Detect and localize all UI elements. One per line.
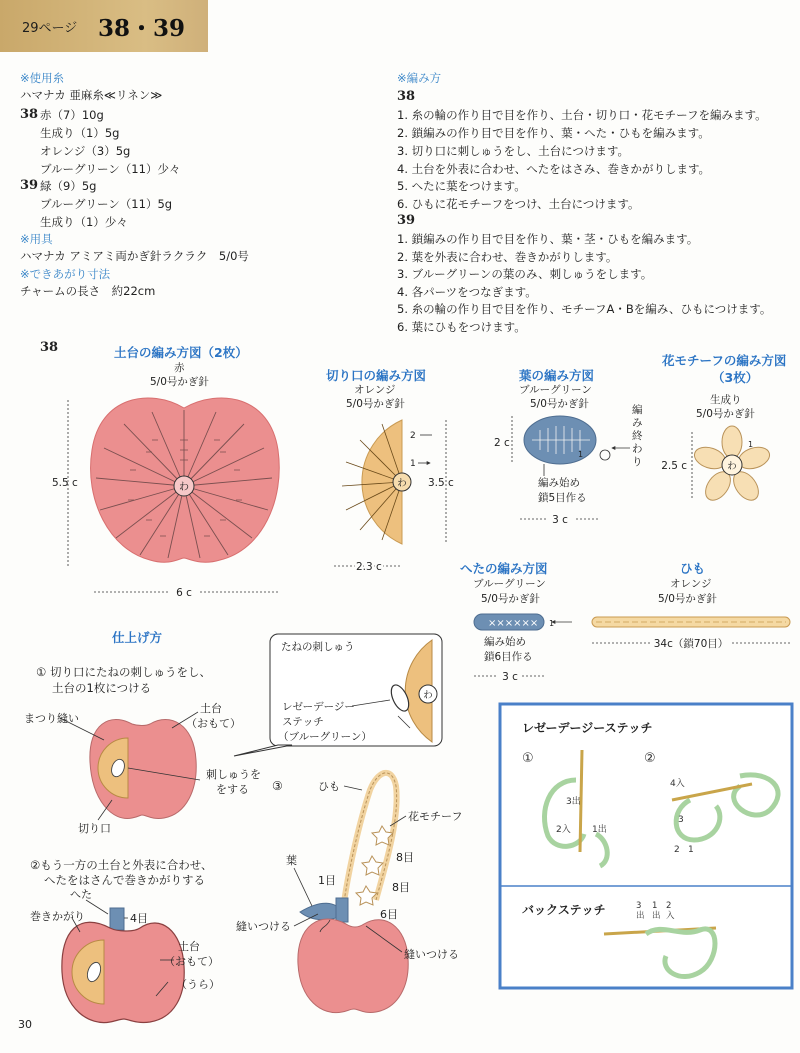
stem-mark: 1 bbox=[549, 619, 555, 628]
flower-diagram bbox=[661, 426, 772, 505]
base-diagram bbox=[52, 398, 279, 599]
leaf-mark: 1 bbox=[578, 450, 584, 459]
materials-38-number: 38 bbox=[20, 107, 39, 122]
back-2-in: 入 bbox=[666, 911, 675, 921]
lazy-step-1: ① bbox=[522, 751, 534, 766]
finishing-step1-line1: ① 切り口にたねの刺しゅうをし、 bbox=[36, 665, 211, 679]
stem-start-1: 編み始め bbox=[484, 636, 526, 648]
lazy-2-in: 2入 bbox=[556, 825, 571, 835]
lazy-r3: 3 bbox=[678, 815, 684, 825]
flower-motif-label: 花モチーフ bbox=[408, 810, 463, 823]
lazy-r1: 1 bbox=[688, 845, 694, 855]
back-label: （うら） bbox=[176, 978, 220, 991]
lazy-4-in: 4入 bbox=[670, 779, 685, 789]
cut-hook: 5/0号かぎ針 bbox=[346, 398, 405, 410]
base-label-2: （おもて） bbox=[186, 717, 241, 730]
lazy-label-1: レゼーデージー bbox=[282, 701, 355, 713]
finishing-step2-line1: ②もう一方の土台と外表に合わせ、 bbox=[30, 858, 213, 872]
cord-diagram bbox=[592, 617, 790, 650]
leaf-hook: 5/0号かぎ針 bbox=[530, 398, 589, 410]
materials-heading: ※使用糸 bbox=[20, 71, 65, 85]
cut-diagram bbox=[334, 420, 454, 573]
stem-width-label: 3 c bbox=[502, 671, 518, 683]
assembled-charm bbox=[236, 773, 462, 1013]
cord-hook: 5/0号かぎ針 bbox=[658, 593, 717, 605]
one-stitch-label: 1目 bbox=[318, 874, 336, 887]
flower-count: （3枚） bbox=[712, 370, 759, 385]
stem-title: へたの編み方図 bbox=[460, 561, 548, 576]
yarn-brand: ハマナカ 亜麻糸≪リネン≫ bbox=[20, 88, 163, 102]
step38-1: 1. 糸の輪の作り目で目を作り、土台・切り口・花モチーフを編みます。 bbox=[397, 108, 767, 122]
lazy-daisy-title: レゼーデージーステッチ bbox=[522, 721, 653, 735]
eight-label-2: 8目 bbox=[392, 881, 410, 894]
sew-label-2: 縫いつける bbox=[404, 948, 459, 961]
lazy-3-out: 3出 bbox=[566, 797, 581, 807]
cut-title: 切り口の編み方図 bbox=[326, 368, 427, 383]
blind-stitch-label: まつり縫い bbox=[24, 712, 79, 725]
page-number: 30 bbox=[18, 1018, 32, 1031]
method-39-number: 39 bbox=[397, 213, 416, 228]
m39-line-3: 生成り（1）少々 bbox=[40, 215, 128, 229]
m39-line-2: ブルーグリーン（11）5g bbox=[40, 197, 173, 211]
m39-line-1: 緑（9）5g bbox=[40, 179, 97, 193]
materials-39-number: 39 bbox=[20, 178, 39, 193]
base2-label-2: （おもて） bbox=[164, 955, 219, 968]
base-width-label: 6 c bbox=[176, 587, 192, 599]
heta-label: へた bbox=[70, 888, 92, 901]
cut-row-2: 2 bbox=[410, 431, 416, 441]
tools-heading: ※用具 bbox=[20, 232, 53, 246]
step38-2: 2. 鎖編みの作り目で目を作り、葉・へた・ひもを編みます。 bbox=[397, 126, 710, 140]
cut-height-label: 3.5 c bbox=[428, 477, 454, 489]
leaf-diagram bbox=[494, 416, 630, 526]
back-1-out: 出 bbox=[652, 911, 661, 921]
leaf-start-1: 編み始め bbox=[538, 477, 580, 489]
size-heading: ※できあがり寸法 bbox=[20, 267, 111, 281]
back-stitch-title: バックステッチ bbox=[522, 903, 606, 917]
cut-center-label: わ bbox=[397, 478, 407, 489]
cut-color: オレンジ bbox=[354, 384, 396, 396]
method-heading: ※編み方 bbox=[397, 71, 442, 85]
lazy-label-2: ステッチ bbox=[282, 716, 324, 728]
back-2: 2 bbox=[666, 901, 672, 911]
item-numbers: 38・39 bbox=[98, 15, 186, 42]
lazy-step-2: ② bbox=[644, 751, 656, 766]
m38-line-4: ブルーグリーン（11）少々 bbox=[40, 162, 181, 176]
stem-color: ブルーグリーン bbox=[473, 578, 546, 590]
finish-apple-2 bbox=[30, 888, 220, 1023]
leaf-label: 葉 bbox=[286, 854, 297, 867]
leaf-title: 葉の編み方図 bbox=[519, 368, 595, 383]
step39-4: 4. 各パーツをつなぎます。 bbox=[397, 285, 537, 299]
base-title: 土台の編み方図（2枚） bbox=[114, 345, 248, 360]
embroidery-label-1: 刺しゅうを bbox=[206, 768, 261, 781]
cord-length-label: 34c（鎖70目） bbox=[653, 638, 729, 650]
flower-color: 生成り bbox=[710, 394, 742, 406]
finish-apple-1 bbox=[24, 701, 261, 835]
m38-line-2: 生成り（1）5g bbox=[40, 126, 120, 140]
stem-start-2: 鎖6目作る bbox=[484, 651, 533, 663]
step38-3: 3. 切り口に刺しゅうをし、土台につけます。 bbox=[397, 144, 629, 158]
lazy-r2: 2 bbox=[674, 845, 680, 855]
himo-label: ひも bbox=[318, 780, 340, 793]
cut-width-label: 2.3 c bbox=[356, 561, 382, 573]
back-1: 1 bbox=[652, 901, 658, 911]
cut-label: 切り口 bbox=[78, 822, 111, 835]
stitch-reference-box bbox=[500, 704, 792, 988]
cut-row-1: 1 bbox=[410, 459, 416, 469]
back-3: 3 bbox=[636, 901, 642, 911]
cord-title: ひも bbox=[680, 561, 706, 576]
lazy-1-out: 1出 bbox=[592, 825, 607, 835]
finishing-step2-line2: へたをはさんで巻きかがりする bbox=[44, 873, 205, 887]
base-center-label: わ bbox=[179, 482, 189, 493]
m38-line-1: 赤（7）10g bbox=[40, 108, 104, 122]
step39-6: 6. 葉にひもをつけます。 bbox=[397, 320, 526, 334]
leaf-color: ブルーグリーン bbox=[519, 384, 592, 396]
lazy-label-3: （ブルーグリーン） bbox=[278, 731, 372, 743]
leaf-end-label: 編み終わり bbox=[632, 404, 643, 468]
six-label: 6目 bbox=[380, 908, 398, 921]
finishing-step1-line2: 土台の1枚につける bbox=[52, 681, 152, 695]
embroidery-label-2: をする bbox=[216, 783, 249, 796]
step39-2: 2. 葉を外表に合わせ、巻きかがりします。 bbox=[397, 250, 618, 264]
base-hook: 5/0号かぎ針 bbox=[150, 376, 209, 388]
step38-4: 4. 土台を外表に合わせ、へたをはさみ、巻きかがりします。 bbox=[397, 162, 711, 176]
flower-mark: 1 bbox=[748, 440, 754, 449]
stem-diagram bbox=[474, 614, 572, 683]
step38-5: 5. へたに葉をつけます。 bbox=[397, 179, 526, 193]
leaf-width-label: 3 c bbox=[552, 514, 568, 526]
flower-hook: 5/0号かぎ針 bbox=[696, 408, 755, 420]
seed-title: たねの刺しゅう bbox=[281, 641, 355, 653]
step39-3: 3. ブルーグリーンの葉のみ、刺しゅうをします。 bbox=[397, 267, 653, 281]
base-label-1: 土台 bbox=[200, 702, 222, 715]
whip-label: 巻きかがり bbox=[30, 910, 85, 923]
svg-text:××××××: ×××××× bbox=[488, 618, 539, 629]
m38-line-3: オレンジ（3）5g bbox=[40, 144, 131, 158]
back-3-out: 出 bbox=[636, 911, 645, 921]
flower-title: 花モチーフの編み方図 bbox=[662, 353, 787, 368]
leaf-start-2: 鎖5目作る bbox=[538, 492, 587, 504]
seed-center-label: わ bbox=[423, 690, 433, 701]
step39-5: 5. 糸の輪の作り目で目を作り、モチーフA・Bを編み、ひもにつけます。 bbox=[397, 302, 772, 316]
step38-6: 6. ひもに花モチーフをつけ、土台につけます。 bbox=[397, 197, 640, 211]
step-3-marker: ③ bbox=[272, 779, 283, 793]
base2-label-1: 土台 bbox=[178, 940, 200, 953]
tools-text: ハマナカ アミアミ両かぎ針ラクラク 5/0号 bbox=[20, 249, 249, 263]
flower-center-label: わ bbox=[727, 461, 737, 472]
eight-label-1: 8目 bbox=[396, 851, 414, 864]
leaf-height-label: 2 c bbox=[494, 437, 510, 449]
finishing-title: 仕上げ方 bbox=[112, 630, 163, 645]
size-text: チャームの長さ 約22cm bbox=[20, 284, 156, 298]
sew-label-1: 縫いつける bbox=[236, 920, 291, 933]
stem-hook: 5/0号かぎ針 bbox=[481, 593, 540, 605]
page-reference: 29ページ bbox=[22, 21, 78, 36]
step39-1: 1. 鎖編みの作り目で目を作り、葉・茎・ひもを編みます。 bbox=[397, 232, 699, 246]
flower-size-label: 2.5 c bbox=[661, 460, 687, 472]
cord-color: オレンジ bbox=[670, 578, 712, 590]
seed-callout bbox=[234, 634, 442, 756]
base-color: 赤 bbox=[174, 362, 185, 374]
four-stitches-label: 4目 bbox=[130, 912, 148, 925]
diagram-38-label: 38 bbox=[40, 340, 59, 355]
base-height-label: 5.5 c bbox=[52, 477, 78, 489]
method-38-number: 38 bbox=[397, 89, 416, 104]
